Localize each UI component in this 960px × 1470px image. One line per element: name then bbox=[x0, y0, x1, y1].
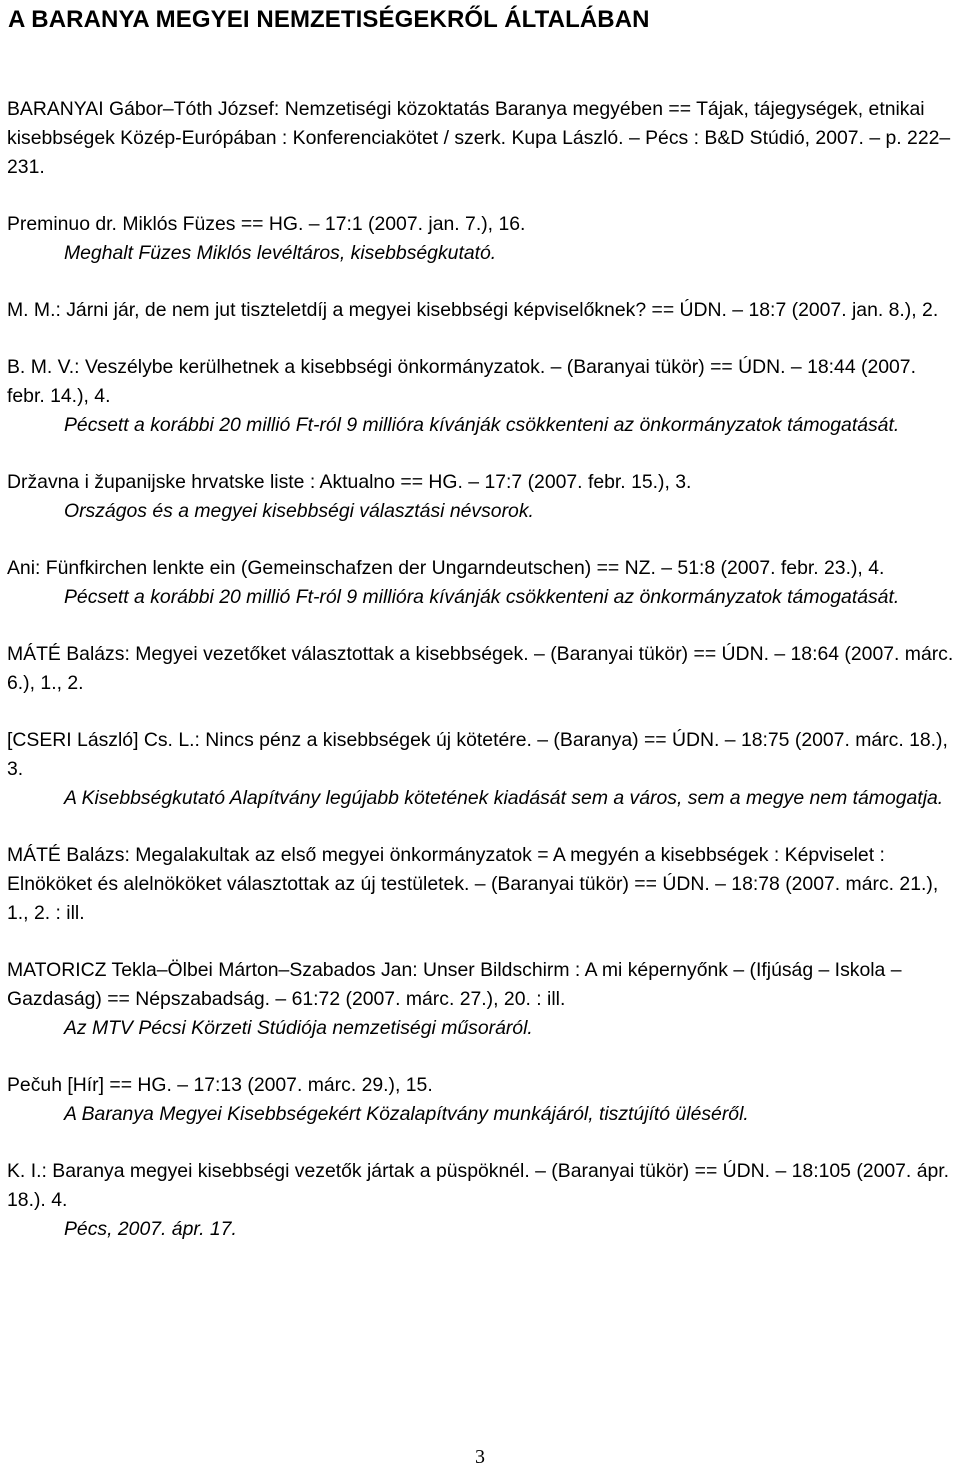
entry-citation: Ani: Fünfkirchen lenkte ein (Gemeinschafzen der Ungarndeutschen) == NZ. – 51:8 (2007. febr. 23.), 4. bbox=[7, 557, 885, 579]
bibliography-entry-1 bbox=[7, 95, 957, 182]
bibliography-entry-3 bbox=[7, 296, 957, 325]
entry-annotation: Pécsett a korábbi 20 millió Ft-ról 9 millióra kívánják csökkenteni az önkormányzatok támogatását. bbox=[64, 586, 900, 608]
entry-annotation: Az MTV Pécsi Körzeti Stúdiója nemzetiségi műsoráról. bbox=[64, 1017, 533, 1039]
entry-annotation: Pécs, 2007. ápr. 17. bbox=[64, 1218, 237, 1240]
entry-citation: K. I.: Baranya megyei kisebbségi vezetők jártak a püspöknél. – (Baranyai tükör) == ÚDN. – 18:105 (2007. ápr. 18.). 4. bbox=[7, 1160, 950, 1211]
bibliography-entry-5 bbox=[7, 468, 957, 526]
entry-citation: BARANYAI Gábor–Tóth József: Nemzetiségi közoktatás Baranya megyében == Tájak, tájegységek, etnikai kisebbségek Közép-Európában : Konferenciakötet / szerk. Kupa László. – Pécs : B&D Stúdió, 2007. – p. 222–231. bbox=[7, 98, 951, 178]
entry-citation: [CSERI László] Cs. L.: Nincs pénz a kisebbségek új kötetére. – (Baranya) == ÚDN. – 18:75 (2007. márc. 18.), 3. bbox=[7, 729, 948, 780]
entry-citation: MÁTÉ Balázs: Megalakultak az első megyei önkormányzatok = A megyén a kisebbségek : Képviselet : Elnököket és alelnököket választottak az új testületek. – (Baranyai tükör) == ÚDN. – 18:78 (2007. márc. 21.), 1., 2. : ill. bbox=[7, 844, 939, 924]
bibliography-entry-4 bbox=[7, 353, 957, 440]
entry-citation: Preminuo dr. Miklós Füzes == HG. – 17:1 (2007. jan. 7.), 16. bbox=[7, 213, 526, 235]
entry-citation: B. M. V.: Veszélybe kerülhetnek a kisebbségi önkormányzatok. – (Baranyai tükör) == ÚDN. – 18:44 (2007. febr. 14.), 4. bbox=[7, 356, 916, 407]
page-title: A BARANYA MEGYEI NEMZETISÉGEKRŐL ÁLTALÁBAN bbox=[8, 6, 650, 33]
bibliography-entry-6 bbox=[7, 554, 957, 612]
entry-citation: MÁTÉ Balázs: Megyei vezetőket választottak a kisebbségek. – (Baranyai tükör) == ÚDN. – 18:64 (2007. márc. 6.), 1., 2. bbox=[7, 643, 954, 694]
bibliography-list bbox=[7, 95, 957, 1272]
entry-citation: Pečuh [Hír] == HG. – 17:13 (2007. márc. 29.), 15. bbox=[7, 1074, 433, 1096]
bibliography-entry-11 bbox=[7, 1071, 957, 1129]
bibliography-entry-9 bbox=[7, 841, 957, 928]
bibliography-entry-8 bbox=[7, 726, 957, 813]
bibliography-entry-10 bbox=[7, 956, 957, 1043]
entry-citation: M. M.: Járni jár, de nem jut tiszteletdíj a megyei kisebbségi képviselőknek? == ÚDN. – 18:7 (2007. jan. 8.), 2. bbox=[7, 299, 939, 321]
bibliography-entry-7 bbox=[7, 640, 957, 698]
entry-annotation: Pécsett a korábbi 20 millió Ft-ról 9 millióra kívánják csökkenteni az önkormányzatok támogatását. bbox=[64, 414, 900, 436]
entry-annotation: A Kisebbségkutató Alapítvány legújabb kötetének kiadását sem a város, sem a megye nem támogatja. bbox=[64, 787, 944, 809]
entry-citation: MATORICZ Tekla–Ölbei Márton–Szabados Jan: Unser Bildschirm : A mi képernyőnk – (Ifjúság – Iskola – Gazdaság) == Népszabadság. – 61:72 (2007. márc. 27.), 20. : ill. bbox=[7, 959, 902, 1010]
page-number: 3 bbox=[475, 1446, 485, 1468]
bibliography-entry-12 bbox=[7, 1157, 957, 1244]
entry-citation: Državna i županijske hrvatske liste : Aktualno == HG. – 17:7 (2007. febr. 15.), 3. bbox=[7, 471, 692, 493]
entry-annotation: Meghalt Füzes Miklós levéltáros, kisebbségkutató. bbox=[64, 242, 497, 264]
entry-annotation: A Baranya Megyei Kisebbségekért Közalapítvány munkájáról, tisztújító üléséről. bbox=[64, 1103, 749, 1125]
entry-annotation: Országos és a megyei kisebbségi választási névsorok. bbox=[64, 500, 534, 522]
bibliography-entry-2 bbox=[7, 210, 957, 268]
